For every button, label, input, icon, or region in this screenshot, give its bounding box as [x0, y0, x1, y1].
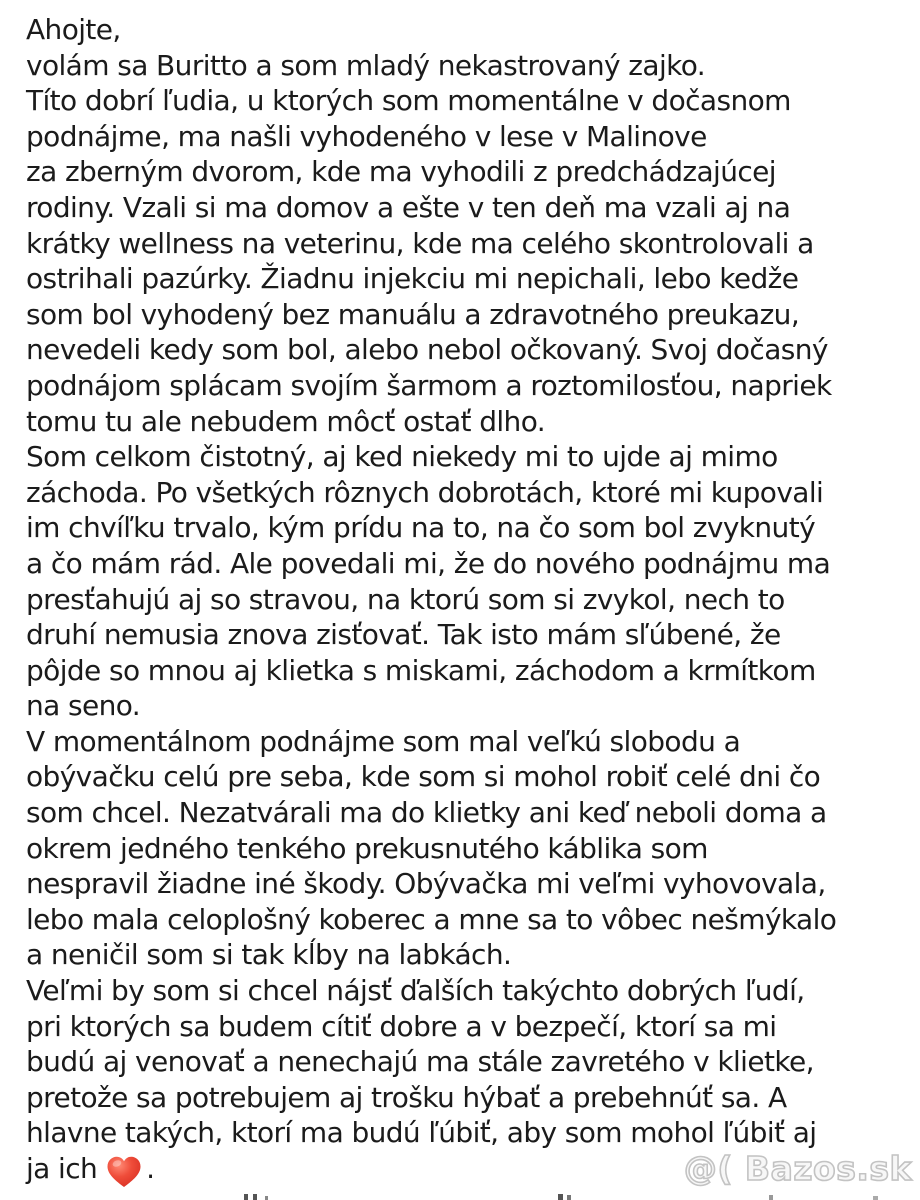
- text-line: som chcel. Nezatvárali ma do klietky ani keď neboli doma a: [26, 796, 827, 830]
- text-line: Títo dobrí ľudia, u ktorých som momentálne v dočasnom: [26, 84, 791, 118]
- ad-text-lines: [26, 12, 916, 1151]
- text-line: záchoda. Po všetkých rôznych dobrotách, ktoré mi kupovali: [26, 475, 824, 509]
- text-line: Ahojte,: [26, 13, 121, 46]
- text-line: a neničil som si tak kĺby na labkách.: [26, 938, 512, 972]
- text-line: podnájme, ma našli vyhodeného v lese v Malinove: [26, 119, 707, 153]
- last-line-prefix: ja ich: [26, 1152, 98, 1185]
- clipped-next-line-remnant: [253, 1194, 257, 1200]
- text-line: presťahujú aj so stravou, na ktorú som si zvykol, nech to: [26, 582, 785, 616]
- text-line: krátky wellness na veterinu, kde ma celého skontrolovali a: [26, 226, 814, 260]
- text-line: budú aj venovať a nenechajú ma stále zavretého v klietke,: [26, 1045, 814, 1079]
- text-line: okrem jedného tenkého prekusnutého káblika som: [26, 831, 708, 865]
- text-line: pôjde so mnou aj klietka s miskami, záchodom a krmítkom: [26, 653, 816, 687]
- bazos-watermark: @( Bazos.sk: [683, 1149, 912, 1188]
- text-line: Som celkom čistotný, aj ked niekedy mi to ujde aj mimo: [26, 440, 778, 474]
- clipped-next-line-remnant: [873, 1196, 878, 1200]
- text-line: im chvíľku trvalo, kým prídu na to, na čo som bol zvyknutý: [26, 511, 816, 545]
- clipped-next-line-remnant: [265, 1196, 268, 1200]
- text-line: lebo mala celoplošný koberec a mne sa to vôbec nešmýkalo: [26, 902, 837, 936]
- text-line: som bol vyhodený bez manuálu a zdravotného preukazu,: [26, 297, 800, 331]
- red-heart-icon: [106, 1155, 142, 1189]
- clipped-next-line-remnant: [769, 1195, 773, 1200]
- text-line: pretože sa potrebujem aj trošku hýbať a prebehnúť sa. A: [26, 1080, 787, 1114]
- ad-body-text: [26, 12, 916, 1187]
- text-line: na seno.: [26, 689, 141, 723]
- text-line: nevedeli kedy som bol, alebo nebol očkovaný. Svoj dočasný: [26, 333, 828, 367]
- text-line: Veľmi by som si chcel nájsť ďalších takýchto dobrých ľudí,: [26, 974, 805, 1008]
- text-line: za zberným dvorom, kde ma vyhodili z predchádzajúcej: [26, 155, 776, 189]
- text-line: nespravil žiadne iné škody. Obývačka mi veľmi vyhovovala,: [26, 867, 826, 901]
- clipped-next-line-remnant: [244, 1194, 248, 1200]
- text-line: druhí nemusia znova zisťovať. Tak isto mám sľúbené, že: [26, 618, 781, 652]
- text-line: tomu tu ale nebudem môcť ostať dlho.: [26, 404, 546, 438]
- clipped-next-line-remnant: [558, 1194, 563, 1200]
- text-line: pri ktorých sa budem cítiť dobre a v bezpečí, ktorí sa mi: [26, 1009, 777, 1043]
- text-line: obývačku celú pre seba, kde som si mohol robiť celé dni čo: [26, 760, 821, 794]
- text-line: V momentálnom podnájme som mal veľkú slobodu a: [26, 724, 741, 758]
- last-line-suffix: .: [146, 1152, 155, 1185]
- clipped-next-line-remnant: [567, 1195, 571, 1200]
- text-line: volám sa Buritto a som mladý nekastrovaný zajko.: [26, 48, 706, 82]
- text-line: podnájom splácam svojím šarmom a roztomilosťou, napriek: [26, 368, 832, 402]
- text-line: hlavne takých, ktorí ma budú ľúbiť, aby som mohol ľúbiť aj: [26, 1116, 817, 1150]
- text-line: a čo mám rád. Ale povedali mi, že do nového podnájmu ma: [26, 546, 831, 580]
- text-line: rodiny. Vzali si ma domov a ešte v ten deň ma vzali aj na: [26, 190, 791, 224]
- text-line: ostrihali pazúrky. Žiadnu injekciu mi nepichali, lebo kedže: [26, 262, 799, 296]
